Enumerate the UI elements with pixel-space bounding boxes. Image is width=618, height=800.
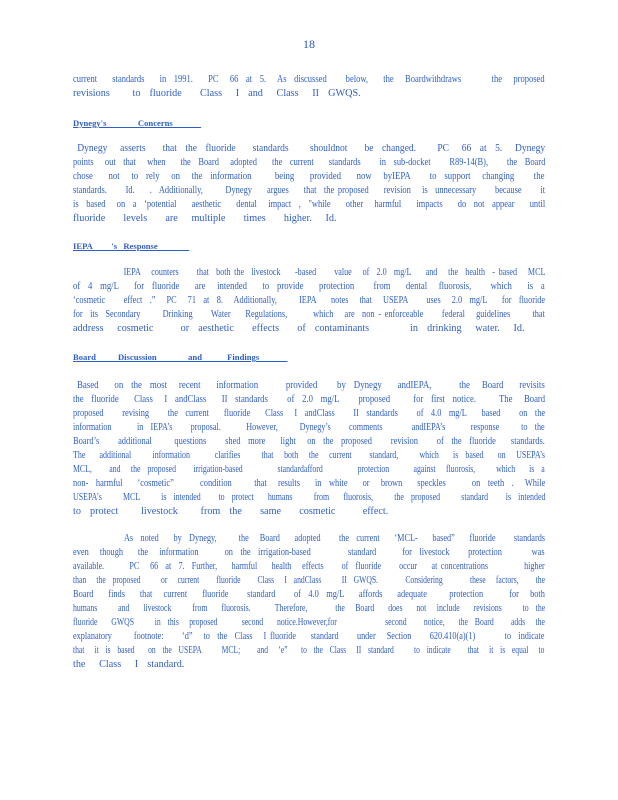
text-line: that it is based on the USEPA MCL; and ‘e” to the Class II standard to indicate that it is equal to bbox=[73, 645, 545, 656]
text-line: the Class I standard. bbox=[73, 659, 185, 670]
text-line: standards. Id. . Additionally, Dynegy argues that the proposed revision is unnecessary because it bbox=[73, 185, 546, 196]
text-line: Dynegy asserts that the fluoride standards shouldnot be changed. PC 66 at 5. Dynegy bbox=[73, 143, 546, 154]
section-heading-dynegy-concerns: Dynegy's Concerns bbox=[73, 118, 202, 128]
text-line: explanatory footnote: ‘d” to the Class I fluoride standard under Section 620.410(a)(1) to indicate bbox=[73, 631, 545, 642]
text-line: address cosmetic or aesthetic effects of contaminants in drinking water. Id. bbox=[73, 323, 525, 334]
text-line: for its Secondary Drinking Water Regulations, which are non - enforceable federal guidelines that bbox=[73, 309, 545, 320]
text-line: proposed revising the current fluoride Class I andClass II standards of 4.0 mg/L based on the bbox=[73, 408, 546, 419]
text-line: Board finds that current fluoride standard of 4.0 mg/L affords adequate protection for both bbox=[73, 589, 545, 600]
text-line: to protect livestock from the same cosmetic effect. bbox=[73, 506, 389, 517]
text-line: Based on the most recent information provided by Dynegy andIEPA, the Board revisits bbox=[73, 380, 545, 391]
text-line: The additional information clarifies that both the current standard, which is based on USEPA’s bbox=[73, 450, 546, 461]
text-line: non- harmful ‘cosmetic” condition that results in white or brown speckles on teeth . While bbox=[73, 478, 546, 489]
text-line: IEPA counters that both the livestock -based value of 2.0 mg/L and the health - based MCL bbox=[73, 267, 546, 278]
section-heading-board-discussion: Board Discussion and Findings bbox=[73, 352, 288, 362]
text-line: MCL, and the proposed irrigation-based standardafford protection against fluorosis, which is a bbox=[73, 464, 545, 475]
text-line: even though the information on the irrigation-based standard for livestock protection was bbox=[73, 547, 545, 558]
text-line: information in IEPA’s proposal. However, Dynegy’s comments andIEPA’s response to the bbox=[73, 422, 545, 433]
text-line: fluoride GWQS in this proposed second notice.However,for second notice, the Board adds the bbox=[73, 617, 545, 628]
text-line: chose not to rely on the information being provided now byIEPA to support changing the bbox=[73, 171, 545, 182]
text-line: current standards in 1991. PC 66 at 5. As discussed below, the Boardwithdraws the proposed bbox=[73, 74, 545, 85]
text-line: available. PC 66 at 7. Further, harmful health effects of fluoride occur at concentrations higher bbox=[73, 561, 545, 572]
text-line: humans and livestock from fluorosis. Therefore, the Board does not include revisions to the bbox=[73, 603, 546, 614]
text-line: than the proposed or current fluoride Class I andClass II GWQS. Considering these factors, the bbox=[73, 575, 545, 586]
text-line: Board’s additional questions shed more light on the proposed revision of the fluoride standards. bbox=[73, 436, 545, 447]
text-line: fluoride levels are multiple times higher. Id. bbox=[73, 213, 337, 224]
text-line: the fluoride Class I andClass II standards of 2.0 mg/L proposed for first notice. The Board bbox=[73, 394, 546, 405]
text-line: is based on a ‘potential aesthetic dental impact , "while other harmful impacts do not appear until bbox=[73, 199, 546, 210]
page-number: 18 bbox=[303, 37, 315, 51]
text-line: USEPA’s MCL is intended to protect humans from fluorosis, the proposed standard is intended bbox=[73, 492, 546, 503]
section-heading-iepa-response: IEPA 's Response bbox=[73, 241, 190, 251]
text-line: As noted by Dynegy, the Board adopted the current ‘MCL- based” fluoride standards bbox=[73, 533, 546, 544]
text-line: ‘cosmetic effect .” PC 71 at 8. Additionally, IEPA notes that USEPA uses 2.0 mg/L for fluoride bbox=[73, 295, 546, 306]
text-line: revisions to fluoride Class I and Class II GWQS. bbox=[73, 88, 361, 99]
text-line: of 4 mg/L for fluoride are intended to provide protection from dental fluorosis, which is a bbox=[73, 281, 545, 292]
text-line: points out that when the Board adopted the current standards in sub-docket R89-14(B), the Board bbox=[73, 157, 546, 168]
